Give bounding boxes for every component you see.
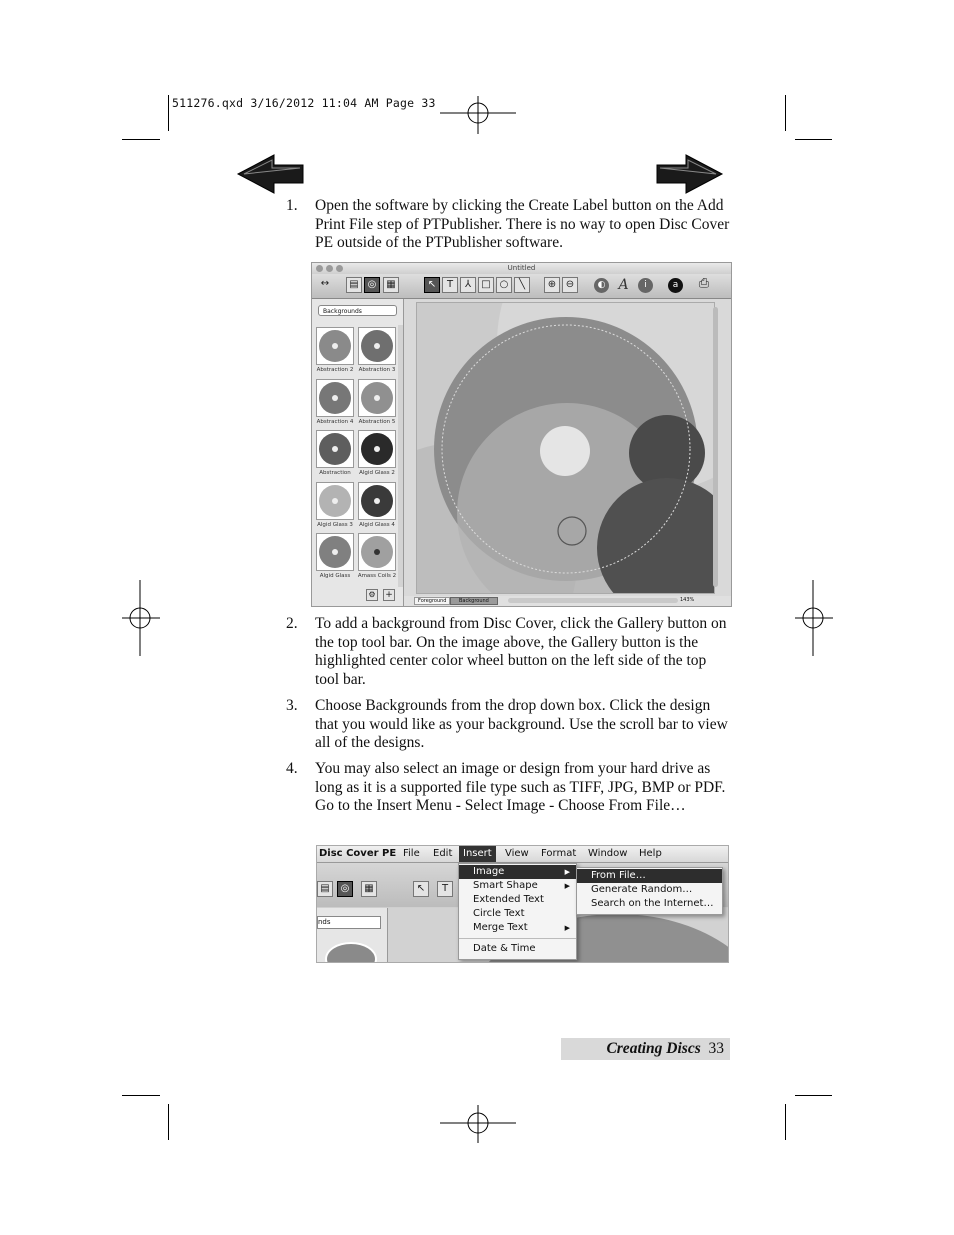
thumbnail-label: Amass Coils 2 [357,573,397,579]
insert-menu-screenshot [316,845,729,963]
inspector-icon[interactable]: i [638,278,653,293]
gallery-thumbnail[interactable] [316,482,354,520]
thumbnail-label: Abstraction 2 [316,367,354,373]
crop-mark [122,139,160,140]
top-toolbar [312,274,731,299]
curved-text-tool-button[interactable]: ⅄ [460,277,476,293]
gallery-thumbnail[interactable] [358,482,396,520]
menu-item-date-time[interactable]: Date & Time [473,943,536,954]
step-text: You may also select an image or design from your hard drive as long as it is a supported file type such as TIFF, JPG, BMP or PDF. Go to the Insert Menu - Select Image - Choose From File… [315,760,726,815]
file-slug: 511276.qxd 3/16/2012 11:04 AM Page 33 [172,96,436,110]
menu-item-from-file[interactable]: From File… [577,869,722,883]
sidebar-scrollbar[interactable] [398,325,403,587]
step-number: 2. [286,615,298,632]
fonts-icon[interactable]: A [618,277,629,293]
step-text: Choose Backgrounds from the drop down box. Click the design that you would like as your background. Use the scroll bar to view all of the designs. [315,697,728,752]
thumbnail-label: Abstraction 3 [358,367,396,373]
select-tool-button[interactable]: ↖ [424,277,440,293]
menu-separator [459,938,576,939]
crop-mark [168,1104,169,1140]
menu-insert[interactable]: Insert [459,846,496,862]
gallery-thumbnail[interactable] [358,533,396,571]
left-arrow-icon[interactable] [236,153,306,195]
layout-button[interactable]: ▤ [317,881,333,897]
gallery-thumbnail[interactable] [358,379,396,417]
toggle-panel-icon[interactable]: ↔ [320,278,330,289]
gallery-thumbnail[interactable] [358,430,396,468]
zoom-in-button[interactable]: ⊕ [544,277,560,293]
page-number: 33 [708,1040,724,1057]
disc-background-preview [416,302,715,594]
rectangle-tool-button[interactable]: □ [478,277,494,293]
print-icon[interactable]: ⎙ [698,276,710,291]
canvas-status-bar [404,596,731,606]
select-tool-button[interactable]: ↖ [413,881,429,897]
page-footer [561,1038,730,1060]
templates-button[interactable]: ▦ [361,881,377,897]
registration-mark-icon [795,580,833,656]
insert-dropdown-menu [458,863,577,960]
menu-item-smart-shape[interactable]: Smart Shape ▶ [473,880,570,891]
thumbnail-label: Algid Glass [319,573,351,579]
step-number: 1. [286,197,298,214]
line-tool-button[interactable]: ╲ [514,277,530,293]
menu-item-merge-text[interactable]: Merge Text ▶ [473,922,570,933]
step-number: 3. [286,697,298,714]
category-dropdown[interactable]: Backgrounds [318,305,397,316]
gallery-thumbnail[interactable] [316,379,354,417]
submenu-arrow-icon: ▶ [564,924,570,932]
section-title: Creating Discs [606,1040,701,1057]
app-name: Disc Cover PE [319,848,397,859]
menu-edit[interactable]: Edit [433,848,453,859]
gallery-thumbnail[interactable] [316,533,354,571]
gallery-button[interactable]: ◎ [364,277,380,293]
app-menubar [317,846,728,863]
gallery-thumbnail[interactable] [316,430,354,468]
gallery-thumbnail[interactable] [316,327,354,365]
crop-mark [785,1104,786,1140]
zoom-level[interactable]: 143% [680,597,695,603]
registration-mark-icon [122,580,160,656]
ellipse-tool-button[interactable]: ○ [496,277,512,293]
registration-mark-icon [440,1105,516,1143]
menu-view[interactable]: View [505,848,529,859]
thumbnail-label: Algid Glass 3 [317,522,353,528]
crop-mark [785,95,786,131]
canvas-scrollbar[interactable] [713,307,718,587]
zoom-out-button[interactable]: ⊖ [562,277,578,293]
crop-mark [168,95,169,131]
thumbnail-label: Abstraction [319,470,351,476]
menu-item-image[interactable]: Image ▶ [459,865,576,879]
text-tool-button[interactable]: T [442,277,458,293]
amazon-icon[interactable]: a [668,278,683,293]
image-submenu [576,867,723,915]
step-text: Open the software by clicking the Create Label button on the Add Print File step of PTPublisher. There is no way to open Disc Cover PE outside of the PTPublisher software. [315,197,730,252]
menu-file[interactable]: File [403,848,420,859]
menu-item-circle-text[interactable]: Circle Text [473,908,525,919]
gear-icon[interactable]: ⚙ [366,589,378,601]
tab-foreground[interactable]: Foreground [414,597,450,605]
templates-button[interactable]: ▦ [383,277,399,293]
gallery-button[interactable]: ◎ [337,881,353,897]
thumbnail-label: Algid Glass 2 [359,470,395,476]
crop-mark [795,1095,832,1096]
right-arrow-icon[interactable] [655,153,725,195]
tab-background[interactable]: Background [450,597,498,605]
gallery-thumbnail[interactable] [358,327,396,365]
disc-artwork-icon [417,303,714,593]
submenu-arrow-icon: ▶ [564,882,570,890]
category-dropdown[interactable]: nds [317,916,381,929]
registration-mark-icon [440,96,516,134]
window-titlebar [312,263,731,274]
disc-cover-window-screenshot [311,262,732,607]
thumbnail-label: Abstraction 4 [316,419,354,425]
step-text: To add a background from Disc Cover, click the Gallery button on the top tool bar. On the image above, the Gallery button is the highlighted center color wheel button on the left side of the top tool bar. [315,615,727,688]
design-canvas[interactable] [404,299,731,606]
gallery-sidebar [312,299,404,606]
menu-item-extended-text[interactable]: Extended Text [473,894,544,905]
menu-window[interactable]: Window [588,848,628,859]
menu-help[interactable]: Help [639,848,662,859]
window-title: Untitled [507,264,536,272]
crop-mark [795,139,832,140]
horizontal-scrollbar[interactable] [508,598,678,603]
menu-item-generate-random[interactable]: Generate Random… [591,884,693,895]
text-tool-button[interactable]: T [437,881,453,897]
menu-format[interactable]: Format [541,848,577,859]
thumbnail-label: Abstraction 5 [358,419,396,425]
layout-button[interactable]: ▤ [346,277,362,293]
step-number: 4. [286,760,298,777]
colors-icon[interactable]: ◐ [594,278,609,293]
add-icon[interactable]: + [383,589,395,601]
submenu-arrow-icon: ▶ [564,868,570,876]
menu-item-search-internet[interactable]: Search on the Internet… [591,898,714,909]
crop-mark [122,1095,160,1096]
thumbnail-label: Algid Glass 4 [359,522,395,528]
